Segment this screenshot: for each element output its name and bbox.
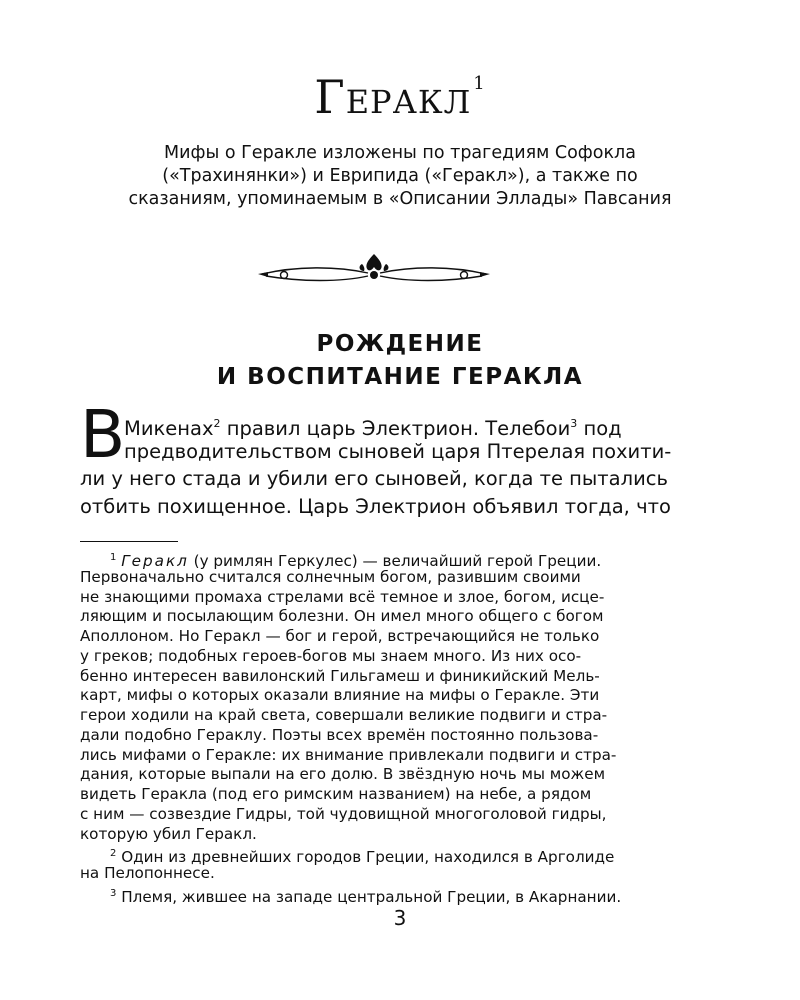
- footnote-ref-3[interactable]: 3: [570, 417, 578, 430]
- body-line: ли у него стада и убили его сыновей, когда те пытались: [80, 467, 668, 491]
- footnote-line: дали подобно Гераклу. Поэты всех времён постоянно пользова-: [80, 725, 599, 744]
- body-line: предводительством сыновей царя Птерелая похити-: [124, 439, 672, 463]
- footnote-line: на Пелопоннесе.: [80, 864, 215, 882]
- footnote-separator: [80, 541, 178, 542]
- footnote-line: дания, которые выпали на его долю. В звёздную ночь мы можем: [80, 765, 606, 784]
- chapter-intro: Мифы о Геракле изложены по трагедиям Софокла («Трахинянки») и Еврипида («Геракл»), а также по сказаниям, упоминаемым в «Описании Эллады» Павсания: [128, 143, 672, 209]
- body-line: отбить похищенное. Царь Электрион объявил тогда, что: [80, 494, 671, 518]
- body-text-fragment: под: [577, 417, 622, 440]
- footnote-line: у греков; подобных героев-богов мы знаем много. Из них осо-: [80, 646, 582, 665]
- body-text-fragment: правил царь Электрион. Телебои: [220, 417, 571, 440]
- footnote-3: [80, 884, 668, 904]
- footnote-line: с ним — созвездие Гидры, той чудовищной многоголовой гидры,: [80, 804, 607, 823]
- chapter-title: [0, 70, 800, 124]
- footnote-term: Геракл: [121, 552, 189, 570]
- footnote-text: Племя, жившее на западе центральной Греции, в Акарнании.: [116, 887, 622, 906]
- footnote-line: видеть Геракла (под его римским названием) на небе, а рядом: [80, 785, 592, 803]
- drop-cap: В: [80, 396, 126, 473]
- footnote-2: [80, 844, 668, 867]
- section-heading-line2: И ВОСПИТАНИЕ ГЕРАКЛА: [216, 364, 584, 390]
- footnote-text: (у римлян Геркулес) — величайший герой Греции.: [188, 552, 602, 570]
- chapter-title-footnote-ref[interactable]: 1: [473, 73, 486, 94]
- section-heading-line1: РОЖДЕНИЕ: [316, 331, 484, 357]
- footnote-ref-2[interactable]: 2: [213, 417, 221, 430]
- footnote-line: Аполлоном. Но Геракл — бог и герой, встречающийся не только: [80, 627, 600, 645]
- footnote-1: [80, 548, 668, 568]
- footnote-line: ляющим и посылающим болезни. Он имел много общего с богом: [80, 607, 604, 626]
- body-line: [80, 410, 668, 438]
- body-paragraph: [80, 410, 672, 520]
- footnote-line: карт, мифы о которых оказали влияние на мифы о Геракле. Эти: [80, 686, 600, 705]
- footnote-line: не знающими промаха стрелами всё темное и злое, богом, исце-: [80, 587, 605, 606]
- page-number: 3: [393, 906, 407, 930]
- section-heading: [0, 328, 800, 394]
- footnote-number: 1: [110, 552, 117, 563]
- footnote-line: герои ходили на край света, совершали великие подвиги и стра-: [80, 706, 608, 724]
- ornament-divider-icon: [256, 252, 492, 288]
- footnote-number: 2: [110, 848, 117, 860]
- footnote-number: 3: [110, 887, 117, 899]
- chapter-title-text: Геракл: [314, 70, 472, 124]
- footnote-line: бенно интересен вавилонский Гильгамеш и финикийский Мель-: [80, 666, 600, 685]
- footnote-line: Первоначально считался солнечным богом, разившим своими: [80, 567, 581, 586]
- footnote-line: которую убил Геракл.: [80, 824, 257, 843]
- footnotes: [80, 548, 668, 904]
- footnote-line: лись мифами о Геракле: их внимание привлекали подвиги и стра-: [80, 745, 617, 764]
- footnote-text: Один из древнейших городов Греции, находился в Арголиде: [116, 848, 615, 867]
- body-text-fragment: Микенах: [124, 417, 214, 440]
